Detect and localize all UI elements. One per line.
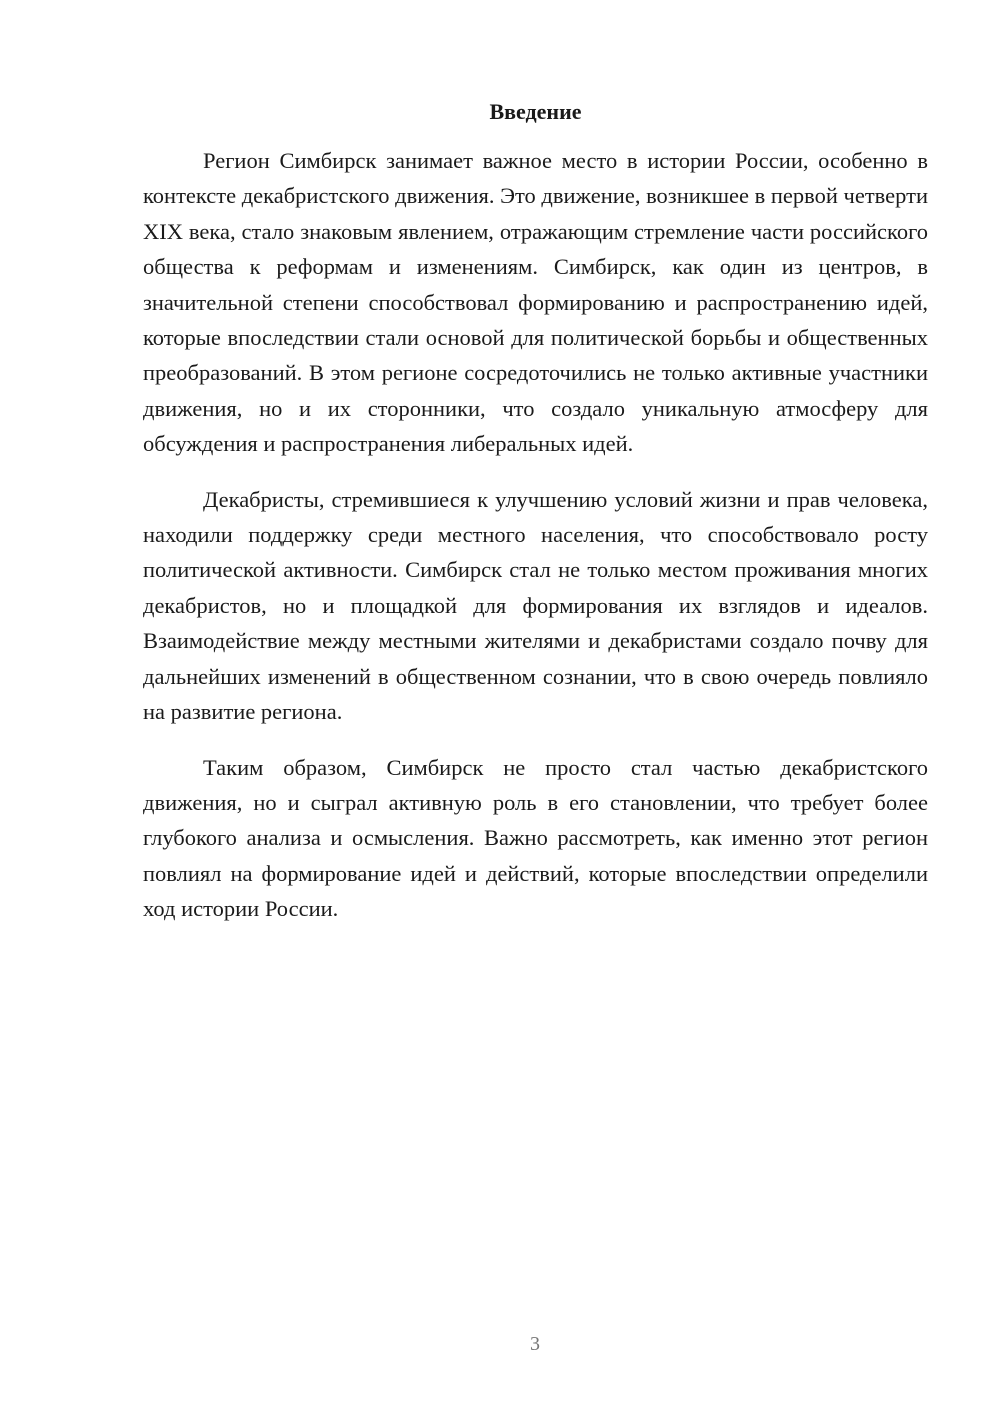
paragraph-1: Регион Симбирск занимает важное место в истории России, особенно в контексте декабристского движения. Это движение, возникшее в первой четверти XIX века, стало знаковым явлением, отражающим стремление части российского общества к реформам и изменениям. Симбирск, как один из центров, в значительной степени способствовал формированию и распространению идей, которые впоследствии стали основой для политической борьбы и общественных преобразований. В этом регионе сосредоточились не только активные участники движения, но и их сторонники, что создало уникальную атмосферу для обсуждения и распространения либеральных идей. bbox=[143, 148, 928, 457]
body-text bbox=[143, 143, 928, 947]
paragraph-3: Таким образом, Симбирск не просто стал частью декабристского движения, но и сыграл активную роль в его становлении, что требует более глубокого анализа и осмысления. Важно рассмотреть, как именно этот регион повлиял на формирование идей и действий, которые впоследствии определили ход истории России. bbox=[143, 754, 928, 922]
paragraph-2: Декабристы, стремившиеся к улучшению условий жизни и прав человека, находили поддержку среди местного населения, что способствовало росту политической активности. Симбирск стал не только местом проживания многих декабристов, но и площадкой для формирования их взглядов и идеалов. Взаимодействие между местными жителями и декабристами создало почву для дальнейших изменений в общественном сознании, что в свою очередь повлияло на развитие региона. bbox=[143, 486, 928, 725]
page-number: 3 bbox=[530, 1333, 540, 1355]
section-heading: Введение bbox=[489, 99, 582, 124]
